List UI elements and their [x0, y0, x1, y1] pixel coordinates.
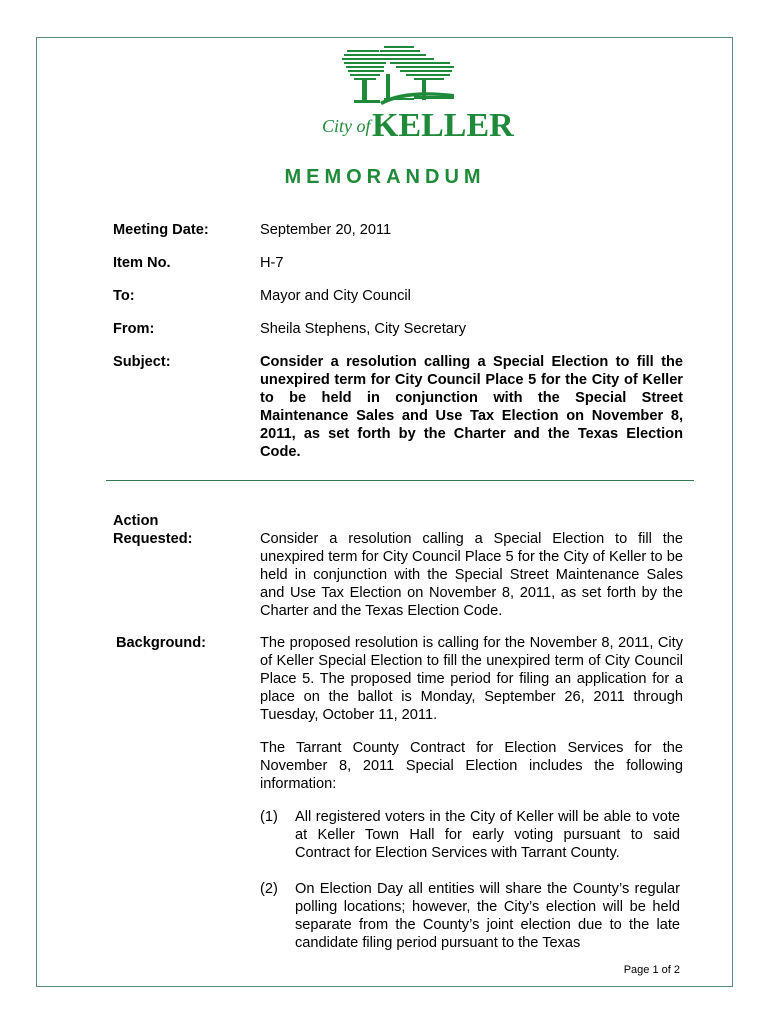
list-number: (2)	[260, 881, 278, 897]
logo-keller-text: KELLER	[372, 107, 514, 144]
background-paragraph-1: The proposed resolution is calling for the November 8, 2011, City of Keller Special Election to fill the unexpired term of City Council Place 5. The proposed time period for filing an application for a place on the ballot is Monday, September 26, 2011 through Tuesday, October 11, 2011.	[260, 635, 683, 723]
field-value: September 20, 2011	[260, 222, 392, 238]
background-paragraph-2: The Tarrant County Contract for Election Services for the November 8, 2011 Special Election includes the following information:	[260, 740, 683, 792]
tree-logo-graphic	[314, 44, 514, 144]
action-label-line1: Action	[113, 513, 159, 529]
field-label: Item No.	[113, 255, 171, 271]
list-text: All registered voters in the City of Keller will be able to vote at Keller Town Hall for early voting pursuant to said Contract for Election Services with Tarrant County.	[295, 809, 680, 861]
list-number: (1)	[260, 809, 278, 825]
field-label: From:	[113, 321, 155, 337]
subject-label: Subject:	[113, 354, 171, 370]
field-value: Sheila Stephens, City Secretary	[260, 321, 467, 337]
section-divider	[106, 480, 694, 481]
subject-text: Consider a resolution calling a Special Election to fill the unexpired term for City Council Place 5 for the City of Keller to be held in conjunction with the Special Street Maintenance Sales and Use Tax Election on November 8, 2011, as set forth by the Charter and the Texas Election Code.	[260, 354, 683, 460]
page-title: MEMORANDUM	[284, 166, 486, 188]
field-label: To:	[113, 288, 135, 304]
trunk-1	[362, 80, 367, 102]
logo-city-of-text: City of	[322, 116, 371, 136]
action-label-line2: Requested:	[113, 531, 193, 547]
page-number: Page 1 of 2	[623, 964, 680, 976]
field-value: H-7	[260, 255, 284, 271]
action-requested-text: Consider a resolution calling a Special Election to fill the unexpired term for City Council Place 5 for the City of Keller to be held in conjunction with the Special Street Maintenance Sales and Use Tax Election on November 8, 2011, as set forth by the Charter and the Texas Election Code.	[260, 531, 683, 619]
city-of-keller-logo	[314, 44, 514, 144]
trunk-2	[386, 74, 390, 100]
field-label: Meeting Date:	[113, 222, 209, 238]
background-label: Background:	[116, 635, 206, 651]
list-text: On Election Day all entities will share the County’s regular polling locations; however, the City’s election will be held separate from the County’s joint election due to the late candidate filing period pursuant to the Texas	[295, 881, 680, 951]
field-value: Mayor and City Council	[260, 288, 411, 304]
